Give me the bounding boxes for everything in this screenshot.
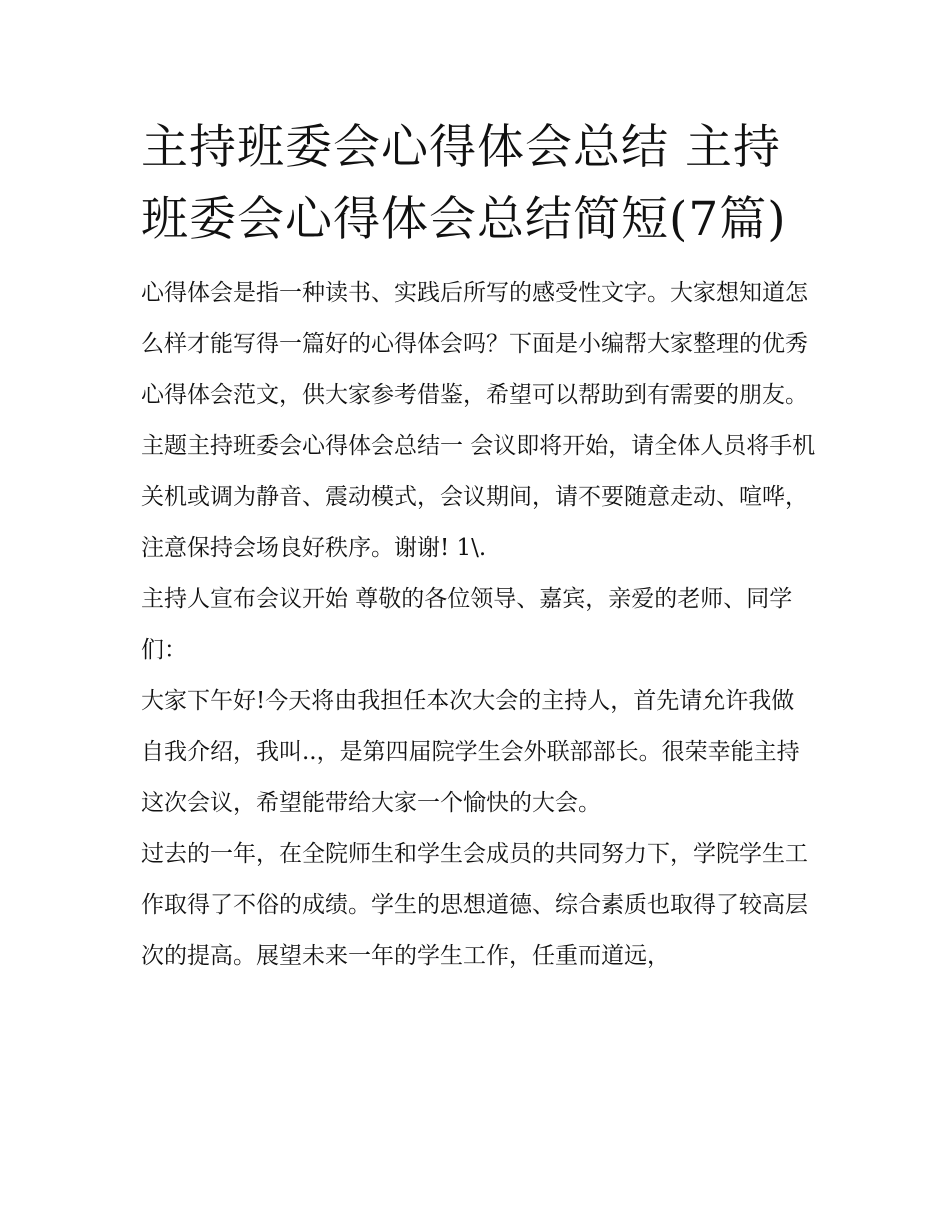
paragraph-intro: 心得体会是指一种读书、实践后所写的感受性文字。大家想知道怎么样才能写得一篇好的心得体会吗？下面是小编帮大家整理的优秀心得体会范文，供大家参考借鉴，希望可以帮助到有需要的朋友。: [141, 280, 808, 408]
paragraph-host-opening: 主持人宣布会议开始 尊敬的各位领导、嘉宾，亲爱的老师、同学们：: [141, 586, 793, 663]
paragraph-review: 过去的一年，在全院师生和学生会成员的共同努力下，学院学生工作取得了不俗的成绩。学生的思想道德、综合素质也取得了较高层次的提高。展望未来一年的学生工作，任重而道远，: [141, 841, 808, 969]
paragraph-greeting: 大家下午好!今天将由我担任本次大会的主持人，首先请允许我做自我介绍，我叫..，是第四届院学生会外联部部长。很荣幸能主持这次会议，希望能带给大家一个愉快的大会。: [141, 688, 800, 816]
document-title: 主持班委会心得体会总结 主持班委会心得体会总结简短(7篇): [141, 120, 787, 247]
paragraph-meeting-notice: 主题主持班委会心得体会总结一 会议即将开始，请全体人员将手机关机或调为静音、震动模式，会议期间，请不要随意走动、喧哗，注意保持会场良好秩序。谢谢! 1\.: [141, 433, 816, 561]
document-page: [141, 112, 816, 982]
